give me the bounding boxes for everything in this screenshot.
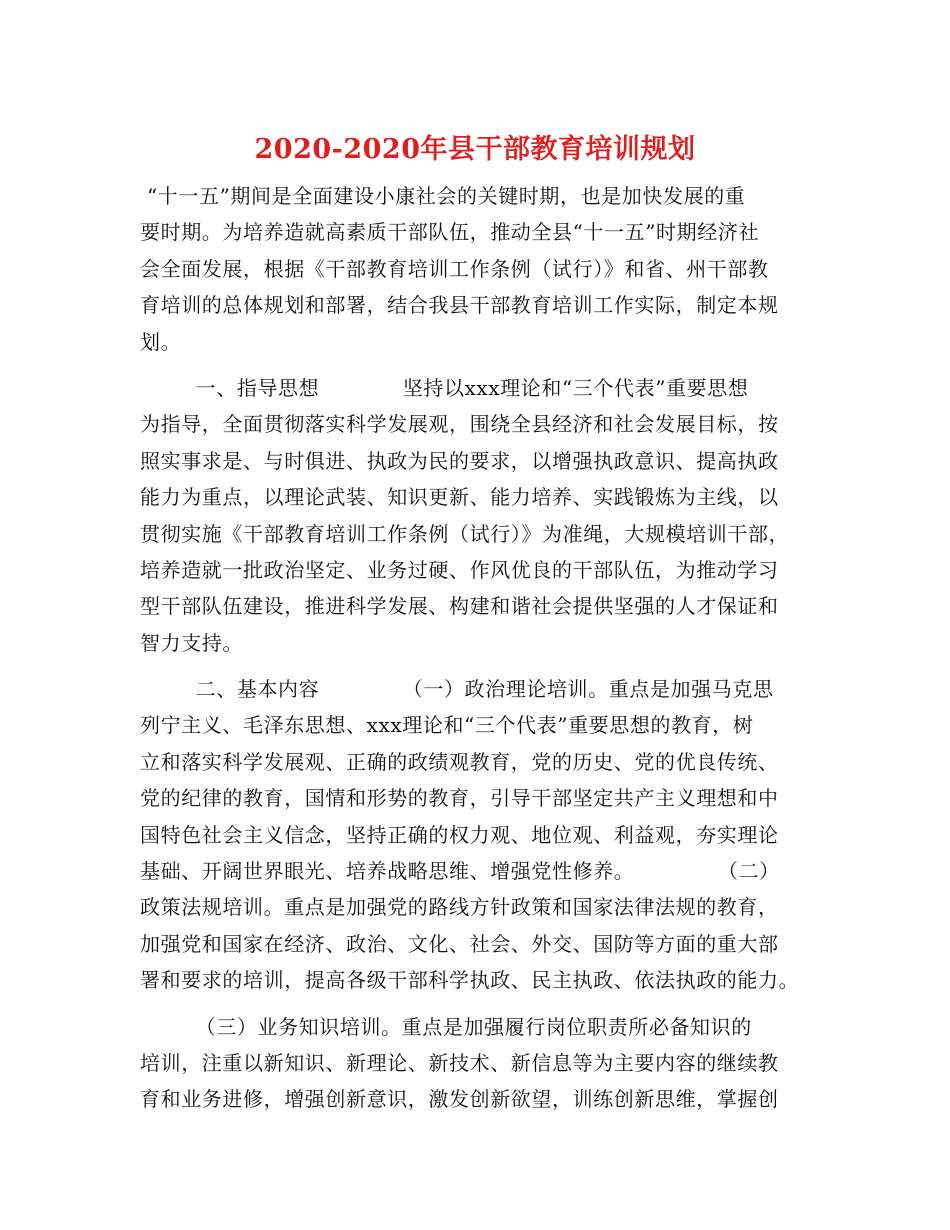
paragraph (140, 178, 820, 360)
text-line: 基础、开阔世界眼光、培养战略思维、增强党性修养。 （二） (140, 859, 780, 884)
text-line: 照实事求是、与时俱进、执政为民的要求，以增强执政意识、提高执政 (140, 448, 779, 473)
text-line: 署和要求的培训，提高各级干部科学执政、民主执政、依法执政的能力。 (140, 968, 800, 993)
paragraph (140, 1009, 820, 1118)
paragraph-gap (140, 999, 820, 1009)
paragraph-gap (140, 661, 820, 671)
text-line: 育培训的总体规划和部署，结合我县干部教育培训工作实际，制定本规 (140, 293, 779, 318)
text-line: 培养造就一批政治坚定、业务过硬、作风优良的干部队伍，为推动学习 (140, 557, 779, 582)
text-line: 型干部队伍建设，推进科学发展、构建和谐社会提供坚强的人才保证和 (140, 594, 779, 619)
text-line: 育和业务进修，增强创新意识，激发创新欲望，训练创新思维，掌握创 (140, 1087, 779, 1112)
text-line: 党的纪律的教育，国情和形势的教育，引导干部坚定共产主义理想和中 (140, 786, 779, 811)
text-line: 国特色社会主义信念，坚持正确的权力观、地位观、利益观，夯实理论 (140, 822, 779, 847)
paragraph-gap (140, 360, 820, 370)
text-line: 立和落实科学发展观、正确的政绩观教育，党的历史、党的优良传统、 (140, 749, 779, 774)
text-line: 贯彻实施《干部教育培训工作条例（试行）》为准绳，大规模培训干部， (140, 521, 790, 546)
text-line: “十一五”期间是全面建设小康社会的关键时期，也是加快发展的重 (140, 184, 746, 208)
paragraph (140, 370, 820, 661)
text-line: 培训，注重以新知识、新理论、新技术、新信息等为主要内容的继续教 (140, 1050, 779, 1075)
document-title: 2020-2020年县干部教育培训规划 (254, 134, 696, 165)
text-line: 二、基本内容 （一）政治理论培训。重点是加强马克思 (140, 677, 774, 702)
text-line: 为指导，全面贯彻落实科学发展观，围绕全县经济和社会发展目标，按 (140, 412, 779, 437)
text-line: 加强党和国家在经济、政治、文化、社会、外交、国防等方面的重大部 (140, 931, 779, 956)
text-line: 要时期。为培养造就高素质干部队伍，推动全县“十一五”时期经济社 (140, 220, 760, 245)
text-line: 一、指导思想 坚持以xxx理论和“三个代表”重要思想 (140, 375, 749, 400)
text-line: 会全面发展，根据《干部教育培训工作条例（试行）》和省、州干部教 (140, 256, 769, 281)
text-line: 划。 (140, 329, 182, 354)
paragraph (140, 671, 820, 999)
document-body (140, 178, 820, 1118)
text-line: 能力为重点，以理论武装、知识更新、能力培养、实践锻炼为主线，以 (140, 485, 779, 510)
text-line: 政策法规培训。重点是加强党的路线方针政策和国家法律法规的教育， (140, 895, 779, 920)
text-line: 智力支持。 (140, 630, 243, 655)
text-line: （三）业务知识培训。重点是加强履行岗位职责所必备知识的 (140, 1014, 752, 1039)
text-line: 列宁主义、毛泽东思想、xxx理论和“三个代表”重要思想的教育，树 (140, 713, 754, 738)
